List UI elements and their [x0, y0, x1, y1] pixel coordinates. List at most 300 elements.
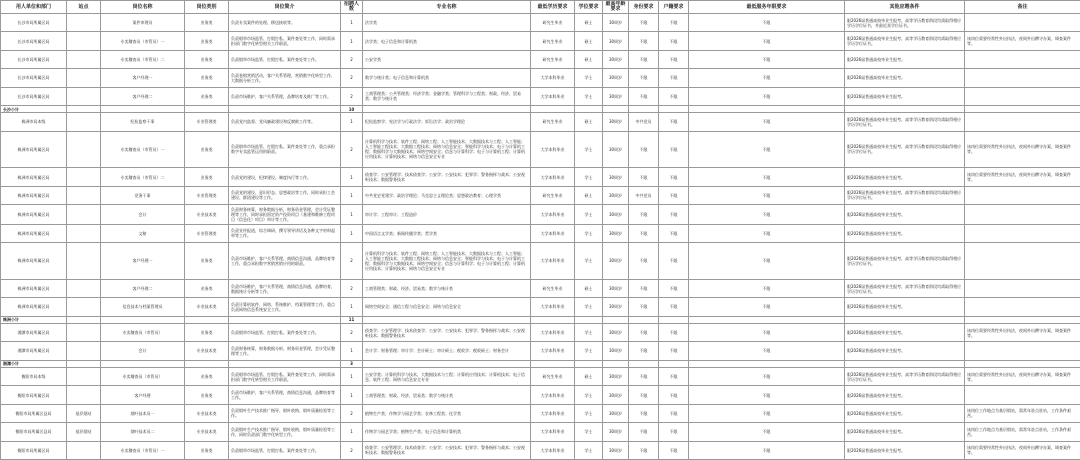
education-cell: 研究生毕业: [531, 32, 575, 50]
unit-cell: 株洲小计: [1, 316, 67, 323]
column-header: 备注: [965, 1, 1080, 14]
description-cell: 负责财务核算，财务数据分析，财务资金管理，会计凭证整理等工作。: [229, 342, 341, 360]
household-cell: 不限: [659, 168, 689, 186]
remarks-cell: 该岗位需要经常性外出执法，夜间外出蹲守办案，调查案件等。: [965, 168, 1080, 186]
major-cell: 工商管理类；公共管理类；经济学类；金融学类；管理科学与工程类；财政、经济、贸易类；数学与统计类: [363, 87, 531, 105]
description-cell: [229, 360, 341, 367]
site-cell: [67, 323, 101, 341]
service-years-cell: 不限: [689, 423, 845, 441]
column-header: 学位要求: [575, 1, 603, 14]
position-cell: 专卖稽查员（市管员）一: [101, 441, 185, 460]
site-cell: [67, 186, 101, 204]
service-years-cell: 不限: [689, 113, 845, 131]
age-cell: 30周岁: [603, 243, 629, 280]
category-cell: 业务类: [185, 131, 229, 168]
category-cell: 专业技术类: [185, 423, 229, 441]
category-cell: 专业管理类: [185, 224, 229, 242]
unit-cell: 长沙小计: [1, 105, 67, 112]
site-cell: [67, 298, 101, 316]
category-cell: 业务类: [185, 386, 229, 404]
site-cell: [67, 50, 101, 68]
subtotal-row: [1, 316, 1080, 323]
service-years-cell: 不限: [689, 279, 845, 297]
position-cell: 文秘: [101, 224, 185, 242]
unit-cell: 衡阳市局所属区县局: [1, 423, 67, 441]
other-conditions-cell: 限2026届普通高校毕业生报考。: [845, 69, 965, 87]
degree-cell: 硕士: [575, 14, 603, 32]
remarks-cell: [965, 50, 1080, 68]
other-conditions-cell: [845, 316, 965, 323]
service-years-cell: 不限: [689, 32, 845, 50]
household-cell: 不限: [659, 441, 689, 460]
age-cell: 30周岁: [603, 224, 629, 242]
category-cell: 业务类: [185, 441, 229, 460]
column-header: 岗位名称: [101, 1, 185, 14]
category-cell: 业务类: [185, 50, 229, 68]
other-conditions-cell: 限2026届普通高校毕业生报考，高等学历教育阶段均需取得相应学历学位证书。: [845, 186, 965, 204]
service-years-cell: 不限: [689, 441, 845, 460]
degree-cell: 学士: [575, 243, 603, 280]
household-cell: [659, 105, 689, 112]
headcount-cell: 1: [341, 113, 363, 131]
service-years-cell: 不限: [689, 342, 845, 360]
position-cell: 案件审理员: [101, 14, 185, 32]
major-cell: 公安学类: [363, 50, 531, 68]
column-header: 专业名称: [363, 1, 531, 14]
education-cell: 大学本科毕业: [531, 386, 575, 404]
headcount-cell: 1: [341, 368, 363, 386]
household-cell: 不限: [659, 224, 689, 242]
degree-cell: 学士: [575, 404, 603, 422]
age-cell: 30周岁: [603, 386, 629, 404]
position-cell: 专卖稽查员（市管员）一: [101, 32, 185, 50]
education-cell: [531, 360, 575, 367]
other-conditions-cell: 限2026届普通高校毕业生报考，高等学历教育阶段均需取得相应学历学位证书。: [845, 32, 965, 50]
degree-cell: 硕士: [575, 368, 603, 386]
remarks-cell: 该岗位工作地点为基层烟站，需常年驻点驻站，工作条件艰苦。: [965, 404, 1080, 422]
major-cell: 计算机科学与技术；软件工程；网络工程；人工智能技术；大数据技术与工程；人工智能；人工智能工程技术；大数据工程技术；网络与信息安全；智能科学与技术；电子与计算机工程；数据科学与大数据技术；网络空间安全；信息与计算科学；电子与计算机工程；计算机应用技术；计算机技术；网络与信息安全专业: [363, 131, 531, 168]
description-cell: 负责党的建设，纪律建设，制度执行等工作。: [229, 168, 341, 186]
identity-cell: 不限: [629, 298, 659, 316]
position-cell: [101, 316, 185, 323]
household-cell: 不限: [659, 386, 689, 404]
position-cell: 烟叶技术员二: [101, 423, 185, 441]
degree-cell: 硕士: [575, 279, 603, 297]
household-cell: [659, 316, 689, 323]
education-cell: 大学本科毕业: [531, 168, 575, 186]
unit-cell: 长沙市局所属区局: [1, 14, 67, 32]
headcount-cell: 3: [341, 360, 363, 367]
site-cell: [67, 205, 101, 225]
column-header: 户籍要求: [659, 1, 689, 14]
identity-cell: 不限: [629, 32, 659, 50]
identity-cell: 不限: [629, 368, 659, 386]
education-cell: 大学本科毕业: [531, 342, 575, 360]
household-cell: 不限: [659, 205, 689, 225]
description-cell: 负责市场维护，客户关系管理，商情信息沟通，品牌培育等工作，重点承担数字营销营销应用的职责。: [229, 243, 341, 280]
category-cell: [185, 360, 229, 367]
remarks-cell: [965, 205, 1080, 225]
headcount-cell: 1: [341, 186, 363, 204]
table-row: [1, 14, 1080, 32]
other-conditions-cell: 限2026届普通高校毕业生报考，高等学历教育阶段均需取得相应学历学位证书。: [845, 113, 965, 131]
degree-cell: 学士: [575, 87, 603, 105]
other-conditions-cell: [845, 105, 965, 112]
major-cell: 公安学类；计算机科学与技术，大数据技术与工程；计算机应用技术；计算机技术；电子信息；软件工程；网络与信息安全专业: [363, 368, 531, 386]
other-conditions-cell: 限2026届普通高校毕业生报考。: [845, 342, 965, 360]
unit-cell: 湘潭小计: [1, 360, 67, 367]
column-header: 岗位简介: [229, 1, 341, 14]
education-cell: 研究生毕业: [531, 50, 575, 68]
column-header: 最低服务年限要求: [689, 1, 845, 14]
remarks-cell: [965, 69, 1080, 87]
remarks-cell: [965, 14, 1080, 32]
major-cell: 法学类；电子信息和计算机类: [363, 32, 531, 50]
headcount-cell: 2: [341, 404, 363, 422]
other-conditions-cell: 限2026届普通高校毕业生报考，高等学历教育阶段均需取得相应学历学位证书。: [845, 368, 965, 386]
degree-cell: [575, 316, 603, 323]
table-row: [1, 205, 1080, 225]
table-row: [1, 342, 1080, 360]
position-cell: 信息技术与档案管理员: [101, 298, 185, 316]
position-cell: 会计: [101, 205, 185, 225]
major-cell: 作物学与园艺学类；植物生产类；电子信息和计算机类: [363, 423, 531, 441]
site-cell: [67, 386, 101, 404]
category-cell: 业务类: [185, 14, 229, 32]
service-years-cell: 不限: [689, 50, 845, 68]
table-row: [1, 113, 1080, 131]
category-cell: [185, 316, 229, 323]
major-cell: 纪检监察学；宪法学与行政法学；诉讼法学；政治学理论: [363, 113, 531, 131]
column-header: 其他应聘条件: [845, 1, 965, 14]
column-header: 最低学历要求: [531, 1, 575, 14]
service-years-cell: 不限: [689, 386, 845, 404]
degree-cell: 学士: [575, 441, 603, 460]
position-cell: 专卖稽查员（市管员）二: [101, 50, 185, 68]
table-header: [1, 1, 1080, 14]
description-cell: 负责党内监督、党风廉政建设和反腐败工作等。: [229, 113, 341, 131]
education-cell: [531, 105, 575, 112]
degree-cell: 学士: [575, 69, 603, 87]
service-years-cell: [689, 316, 845, 323]
category-cell: 业务类: [185, 87, 229, 105]
education-cell: 大学本科毕业: [531, 423, 575, 441]
other-conditions-cell: 限2026届普通高校毕业生报考。: [845, 441, 965, 460]
position-cell: 专卖稽查员（市管员）二: [101, 168, 185, 186]
site-cell: [67, 368, 101, 386]
identity-cell: 不限: [629, 323, 659, 341]
service-years-cell: 不限: [689, 186, 845, 204]
remarks-cell: 该岗位需要经常性外出执法，夜间外出蹲守办案，调查案件等。: [965, 131, 1080, 168]
remarks-cell: 该岗位需要经常性外出执法，夜间外出蹲守办案，调查案件等。: [965, 368, 1080, 386]
position-cell: [101, 105, 185, 112]
site-cell: [67, 243, 101, 280]
category-cell: 业务类: [185, 32, 229, 50]
other-conditions-cell: 限2026届普通高校毕业生报考。: [845, 205, 965, 225]
other-conditions-cell: 限2026届普通高校毕业生报考。: [845, 224, 965, 242]
position-cell: 会计: [101, 342, 185, 360]
unit-cell: 株洲市局所属区局: [1, 205, 67, 225]
degree-cell: [575, 360, 603, 367]
age-cell: 30周岁: [603, 205, 629, 225]
headcount-cell: 1: [341, 386, 363, 404]
education-cell: 大学本科毕业: [531, 205, 575, 225]
site-cell: [67, 32, 101, 50]
major-cell: [363, 105, 531, 112]
major-cell: 植物生产类；作物学与园艺学类；农林工程类；化学类: [363, 404, 531, 422]
description-cell: 负责烟草市场监管、打假打私、案件查处等工作，重点承担数字专卖监管运用的职责。: [229, 131, 341, 168]
identity-cell: 不限: [629, 50, 659, 68]
major-cell: 计算机科学与技术；软件工程；网络工程；人工智能技术；大数据技术与工程；人工智能；人工智能工程技术；大数据工程技术；网络与信息安全；智能科学与技术；电子与计算机工程；数据科学与大数据技术；网络空间安全；信息与计算科学；电子与计算机工程；计算机应用技术；计算机技术；网络与信息安全专业: [363, 243, 531, 280]
household-cell: 不限: [659, 131, 689, 168]
identity-cell: 不限: [629, 87, 659, 105]
age-cell: 30周岁: [603, 279, 629, 297]
site-cell: [67, 14, 101, 32]
other-conditions-cell: 限2026届普通高校毕业生报考。: [845, 423, 965, 441]
category-cell: 专业技术类: [185, 298, 229, 316]
remarks-cell: [965, 224, 1080, 242]
headcount-cell: 1: [341, 168, 363, 186]
age-cell: [603, 316, 629, 323]
description-cell: 负责烟叶生产技术推广指导、烟叶收购、烟叶质量检验等工作，同时负责部门数字化转型工作。: [229, 423, 341, 441]
table-row: [1, 243, 1080, 280]
unit-cell: 湘潭市局所属区局: [1, 323, 67, 341]
remarks-cell: 该岗位需要经常性外出执法，夜间外出蹲守办案，调查案件等。: [965, 323, 1080, 341]
table-row: [1, 186, 1080, 204]
category-cell: 业务类: [185, 243, 229, 280]
table-row: [1, 298, 1080, 316]
degree-cell: 学士: [575, 131, 603, 168]
identity-cell: 不限: [629, 14, 659, 32]
identity-cell: 不限: [629, 168, 659, 186]
identity-cell: 不限: [629, 243, 659, 280]
position-cell: 客户经理一: [101, 243, 185, 280]
degree-cell: [575, 105, 603, 112]
degree-cell: 学士: [575, 386, 603, 404]
major-cell: 法学类: [363, 14, 531, 32]
other-conditions-cell: 限2026届普通高校毕业生报考。: [845, 404, 965, 422]
site-cell: [67, 113, 101, 131]
column-header: 身份要求: [629, 1, 659, 14]
major-cell: 侦查学；公安管理学；技术侦查学；公安学；公安技术；犯罪学；警务指挥与战术；公安视听技术；数据警务技术: [363, 168, 531, 186]
degree-cell: 学士: [575, 298, 603, 316]
unit-cell: 长沙市局所属区局: [1, 87, 67, 105]
unit-cell: 株洲市局所属区局: [1, 186, 67, 204]
table-row: [1, 50, 1080, 68]
headcount-cell: 1: [341, 224, 363, 242]
degree-cell: 硕士: [575, 113, 603, 131]
description-cell: 负责计算机软件、网络、系统维护，档案管理等工作，重点负责网络信息系统安全工作。: [229, 298, 341, 316]
household-cell: 不限: [659, 186, 689, 204]
identity-cell: 不限: [629, 131, 659, 168]
age-cell: 30周岁: [603, 186, 629, 204]
description-cell: [229, 105, 341, 112]
site-cell: [67, 224, 101, 242]
description-cell: 负责烟草市场监管、打假打私、案件查处等工作。: [229, 323, 341, 341]
household-cell: 不限: [659, 32, 689, 50]
unit-cell: 株洲市局所属区局: [1, 279, 67, 297]
education-cell: [531, 316, 575, 323]
degree-cell: 硕士: [575, 50, 603, 68]
other-conditions-cell: 限2026届普通高校毕业生报考，高等学历教育阶段均需取得相应学历学位证书，并最近获学位证书。: [845, 14, 965, 32]
position-cell: [101, 360, 185, 367]
column-header: 岗位类别: [185, 1, 229, 14]
service-years-cell: 不限: [689, 298, 845, 316]
remarks-cell: [965, 316, 1080, 323]
table-row: [1, 423, 1080, 441]
service-years-cell: [689, 360, 845, 367]
identity-cell: 不限: [629, 342, 659, 360]
table-row: [1, 368, 1080, 386]
education-cell: 大学本科毕业: [531, 404, 575, 422]
education-cell: 大学本科毕业: [531, 87, 575, 105]
table-row: [1, 404, 1080, 422]
description-cell: 负责党的建设、意识形态、思想政治等工作，同时承担工会建设、群团建设等工作。: [229, 186, 341, 204]
identity-cell: 中共党员: [629, 113, 659, 131]
category-cell: 业务类: [185, 279, 229, 297]
other-conditions-cell: 限2026届普通高校毕业生报考。: [845, 50, 965, 68]
subtotal-row: [1, 105, 1080, 112]
household-cell: 不限: [659, 404, 689, 422]
remarks-cell: [965, 298, 1080, 316]
age-cell: 30周岁: [603, 113, 629, 131]
site-cell: [67, 69, 101, 87]
identity-cell: 不限: [629, 205, 659, 225]
description-cell: 负责市场维护，客户关系管理，商情信息沟通，品牌培育等工作。: [229, 386, 341, 404]
headcount-cell: 11: [341, 316, 363, 323]
unit-cell: 株洲市局所属区局: [1, 168, 67, 186]
age-cell: 30周岁: [603, 342, 629, 360]
other-conditions-cell: 限2026届普通高校毕业生报考，高等学历教育阶段均需取得相应学历学位证书。: [845, 279, 965, 297]
category-cell: 业务类: [185, 368, 229, 386]
position-cell: 客户经理一: [101, 69, 185, 87]
unit-cell: 长沙市局所属区局: [1, 50, 67, 68]
unit-cell: 株洲市局所属区局: [1, 243, 67, 280]
other-conditions-cell: 限2026届普通高校毕业生报考。: [845, 386, 965, 404]
description-cell: 负责市场维护，客户关系管理，品牌培育及推广等工作。: [229, 87, 341, 105]
remarks-cell: [965, 360, 1080, 367]
description-cell: 负责烟草市场监管、打假打私、案件查处等工作，同时需承担部门数字化转型相关工作职责。: [229, 32, 341, 50]
identity-cell: 不限: [629, 404, 659, 422]
headcount-cell: 2: [341, 50, 363, 68]
education-cell: 大学本科毕业: [531, 441, 575, 460]
position-cell: 烟叶技术员一: [101, 404, 185, 422]
age-cell: 30周岁: [603, 32, 629, 50]
other-conditions-cell: 限2026届普通高校毕业生报考。: [845, 298, 965, 316]
site-cell: [67, 441, 101, 460]
household-cell: 不限: [659, 368, 689, 386]
major-cell: 数学与统计类；电子信息和计算机类: [363, 69, 531, 87]
unit-cell: 长沙市局所属区局: [1, 69, 67, 87]
headcount-cell: 1: [341, 342, 363, 360]
age-cell: 30周岁: [603, 423, 629, 441]
identity-cell: 不限: [629, 386, 659, 404]
category-cell: 业务类: [185, 69, 229, 87]
category-cell: 专业技术类: [185, 205, 229, 225]
category-cell: 专业管理类: [185, 186, 229, 204]
category-cell: [185, 105, 229, 112]
description-cell: 负责烟草市场监管、打假打私、案件查处等工作，同时需承担部门数字化转型相关工作职责。: [229, 368, 341, 386]
table-row: [1, 131, 1080, 168]
headcount-cell: 1: [341, 205, 363, 225]
description-cell: 负责卷烟营销活动，客户关系管理，营销数字化转型工作，大数据分析工作。: [229, 69, 341, 87]
service-years-cell: 不限: [689, 243, 845, 280]
site-cell: 基层烟站: [67, 423, 101, 441]
degree-cell: 硕士: [575, 32, 603, 50]
age-cell: 30周岁: [603, 14, 629, 32]
remarks-cell: 该岗位需要经常性外出执法，夜间外出蹲守办案，调查案件等。: [965, 441, 1080, 460]
identity-cell: 不限: [629, 69, 659, 87]
identity-cell: [629, 105, 659, 112]
table-row: [1, 279, 1080, 297]
headcount-cell: 10: [341, 105, 363, 112]
headcount-cell: 1: [341, 14, 363, 32]
site-cell: [67, 360, 101, 367]
service-years-cell: 不限: [689, 168, 845, 186]
education-cell: 研究生毕业: [531, 113, 575, 131]
other-conditions-cell: [845, 360, 965, 367]
unit-cell: 衡阳市局所属区局: [1, 441, 67, 460]
site-cell: [67, 105, 101, 112]
table-row: [1, 69, 1080, 87]
major-cell: [363, 316, 531, 323]
degree-cell: 学士: [575, 323, 603, 341]
remarks-cell: [965, 113, 1080, 131]
other-conditions-cell: 限2026届普通高校毕业生报考，高等学历教育阶段均需取得相应学历学位证书。: [845, 243, 965, 280]
identity-cell: 不限: [629, 224, 659, 242]
column-header: 站点: [67, 1, 101, 14]
household-cell: 不限: [659, 14, 689, 32]
site-cell: [67, 279, 101, 297]
table-row: [1, 168, 1080, 186]
category-cell: 专业管理类: [185, 113, 229, 131]
service-years-cell: 不限: [689, 404, 845, 422]
household-cell: 不限: [659, 87, 689, 105]
service-years-cell: 不限: [689, 224, 845, 242]
education-cell: 大学本科毕业: [531, 69, 575, 87]
degree-cell: 学士: [575, 205, 603, 225]
position-cell: 专卖稽查员（市管员）一: [101, 131, 185, 168]
unit-cell: 湘潭市局所属区局: [1, 342, 67, 360]
unit-cell: 株洲市局所属区局: [1, 224, 67, 242]
description-cell: [229, 316, 341, 323]
household-cell: 不限: [659, 423, 689, 441]
column-header: 招聘人数: [341, 1, 363, 14]
service-years-cell: 不限: [689, 14, 845, 32]
identity-cell: 不限: [629, 423, 659, 441]
identity-cell: 不限: [629, 441, 659, 460]
degree-cell: 学士: [575, 224, 603, 242]
major-cell: [363, 360, 531, 367]
site-cell: [67, 316, 101, 323]
age-cell: 30周岁: [603, 441, 629, 460]
age-cell: 30周岁: [603, 131, 629, 168]
unit-cell: 衡阳市局所属区局: [1, 386, 67, 404]
service-years-cell: 不限: [689, 323, 845, 341]
degree-cell: 学士: [575, 423, 603, 441]
major-cell: 工商管理类；财政、经济、贸易类；数学与统计类: [363, 279, 531, 297]
headcount-cell: 2: [341, 243, 363, 280]
age-cell: 30周岁: [603, 298, 629, 316]
site-cell: [67, 168, 101, 186]
category-cell: 业务类: [185, 168, 229, 186]
other-conditions-cell: 限2026届普通高校毕业生报考，高等学历教育阶段均需取得相应学历学位证书。: [845, 131, 965, 168]
headcount-cell: 2: [341, 69, 363, 87]
age-cell: 30周岁: [603, 404, 629, 422]
age-cell: 30周岁: [603, 87, 629, 105]
description-cell: 负责烟叶生产技术推广指导、烟叶收购、烟叶质量检验等工作。: [229, 404, 341, 422]
household-cell: 不限: [659, 113, 689, 131]
